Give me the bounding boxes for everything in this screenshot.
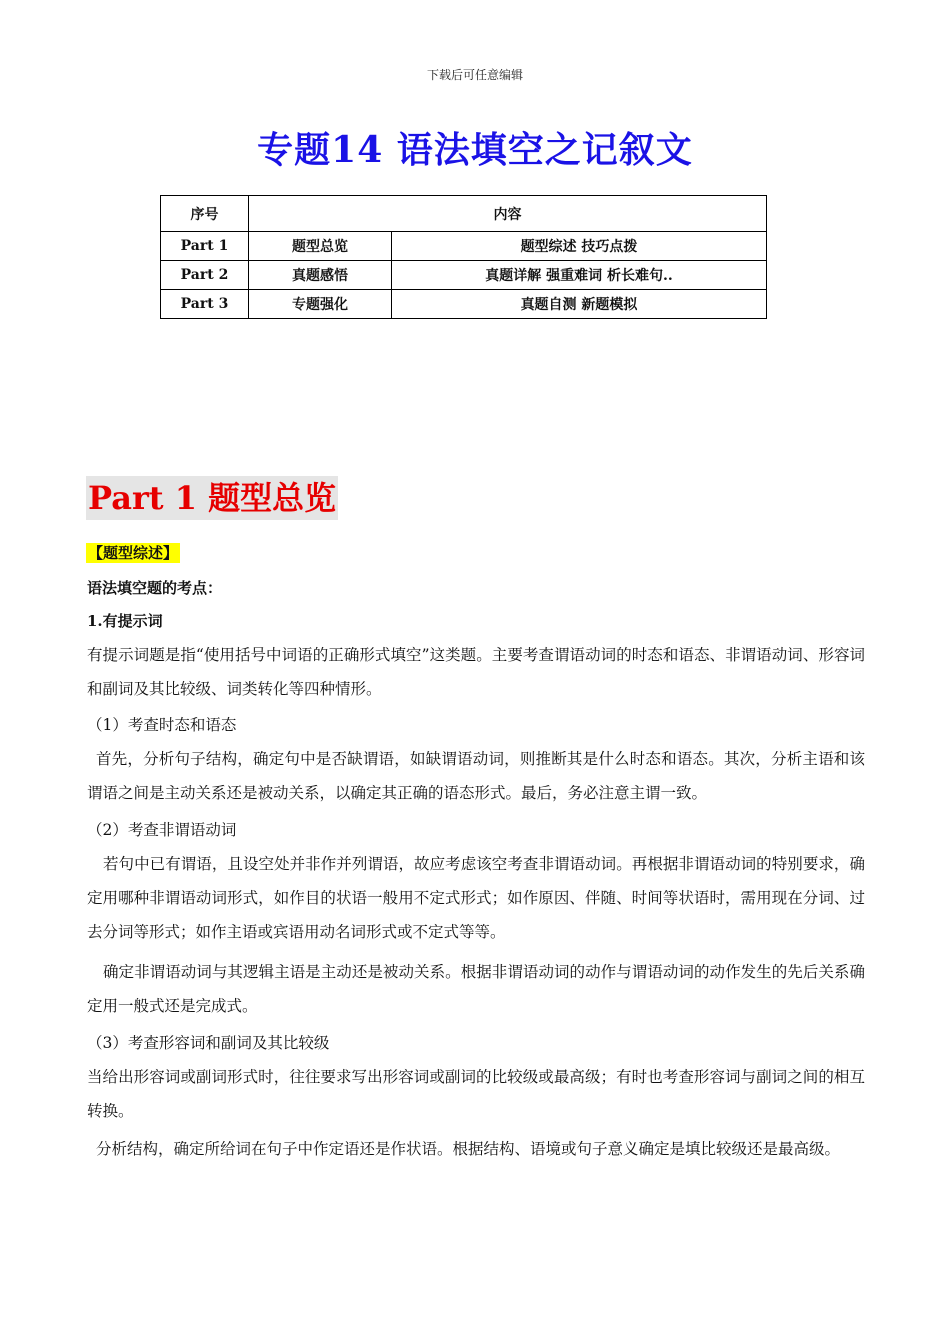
row-number: Part 1 [161, 232, 249, 261]
header-number: 序号 [161, 196, 249, 232]
intro-line: 语法填空题的考点： [87, 579, 223, 597]
sub1-title: （1）考查时态和语态 [87, 716, 237, 734]
sub3-text-1: 当给出形容词或副词形式时，往往要求写出形容词或副词的比较级或最高级；有时也考查形容词与副词之间的相互转换。 [87, 1068, 865, 1120]
sub3-title: （3）考查形容词和副词及其比较级 [87, 1034, 330, 1052]
row-number: Part 3 [161, 290, 249, 319]
part1-heading: Part 1 题型总览 [86, 476, 338, 520]
row-detail: 题型综述 技巧点拨 [392, 232, 767, 261]
row-detail: 真题自测 新题模拟 [392, 290, 767, 319]
document-title: 专题14 语法填空之记叙文 [257, 129, 693, 171]
sub2-text-1: 若句中已有谓语，且设空处并非作并列谓语，故应考虑该空考查非谓语动词。再根据非谓语动词的特别要求，确定用哪种非谓语动词形式，如作目的状语一般用不定式形式；如作原因、伴随、时间等状语时，需用现在分词、过去分词等形式；如作主语或宾语用动名词形式或不定式等等。 [87, 855, 865, 941]
section1-title: 1.有提示词 [87, 612, 163, 630]
section-tag: 【题型综述】 [88, 544, 179, 562]
row-number: Part 2 [161, 261, 249, 290]
sub3-text-2: 分析结构，确定所给词在句子中作定语还是作状语。根据结构、语境或句子意义确定是填比较级还是最高级。 [96, 1140, 841, 1158]
sub2-title: （2）考查非谓语动词 [87, 821, 237, 839]
header-note: 下载后可任意编辑 [426, 68, 523, 82]
table-row [161, 261, 767, 290]
row-name: 专题强化 [249, 290, 392, 319]
contents-table [160, 195, 767, 319]
table-header-row [161, 196, 767, 232]
sub2-text-2: 确定非谓语动词与其逻辑主语是主动还是被动关系。根据非谓语动词的动作与谓语动词的动作发生的先后关系确定用一般式还是完成式。 [87, 963, 865, 1015]
section1-text: 有提示词题是指“使用括号中词语的正确形式填空”这类题。主要考查谓语动词的时态和语态、非谓语动词、形容词和副词及其比较级、词类转化等四种情形。 [87, 646, 865, 698]
table-row [161, 290, 767, 319]
sub1-text: 首先，分析句子结构，确定句中是否缺谓语，如缺谓语动词，则推断其是什么时态和语态。其次，分析主语和该谓语之间是主动关系还是被动关系，以确定其正确的语态形式。最后，务必注意主谓一致。 [87, 750, 865, 802]
row-name: 题型总览 [249, 232, 392, 261]
row-name: 真题感悟 [249, 261, 392, 290]
table-row [161, 232, 767, 261]
row-detail: 真题详解 强重难词 析长难句.. [392, 261, 767, 290]
header-content: 内容 [249, 196, 767, 232]
